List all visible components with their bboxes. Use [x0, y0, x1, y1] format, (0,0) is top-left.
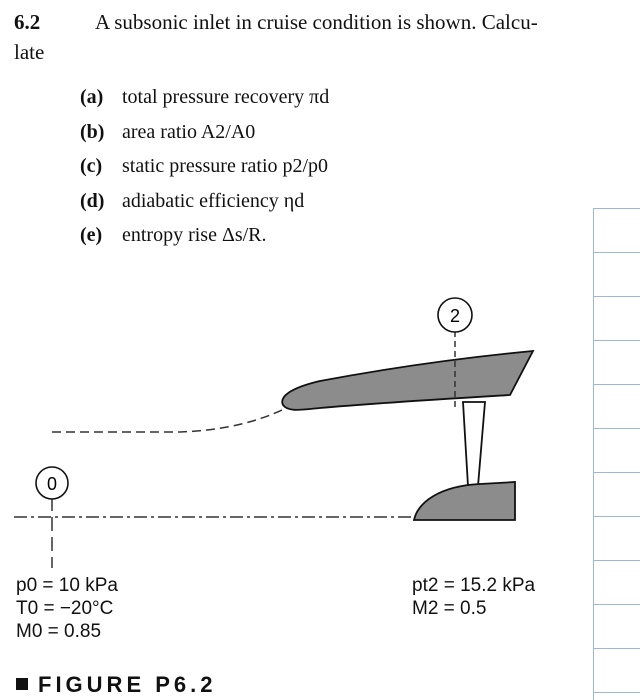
- part-text: entropy rise Δs/R.: [122, 224, 267, 246]
- figure-caption: [16, 672, 216, 698]
- pt2-value: pt2 = 15.2 kPa: [412, 575, 536, 596]
- m2-value: M2 = 0.5: [412, 598, 487, 619]
- freestream-conditions: [16, 574, 118, 643]
- part-label: (b): [80, 120, 105, 143]
- station-2-conditions: [412, 574, 535, 620]
- problem-statement-line2: late: [14, 40, 45, 64]
- t0-value: T0 = −20°C: [16, 598, 114, 619]
- part-text: adiabatic efficiency ηd: [122, 189, 305, 212]
- part-text: area ratio A2/A0: [122, 120, 256, 143]
- problem-statement-line1: A subsonic inlet in cruise condition is shown. Calcu-: [95, 10, 538, 34]
- part-text: static pressure ratio p2/p0: [122, 155, 329, 177]
- part-label: (d): [80, 189, 105, 212]
- figure-caption-text: FIGURE P6.2: [38, 672, 217, 697]
- p0-value: p0 = 10 kPa: [16, 575, 118, 596]
- inlet-cowl: [282, 351, 533, 410]
- station-0-label: 0: [46, 474, 58, 494]
- station-2-label: 2: [449, 306, 461, 326]
- caption-square-icon: [16, 678, 28, 690]
- problem-number: 6.2: [14, 10, 41, 34]
- part-label: (e): [80, 224, 103, 246]
- m0-value: M0 = 0.85: [16, 621, 102, 642]
- fan-blade: [463, 402, 485, 486]
- part-label: (c): [80, 155, 103, 177]
- capture-streamline: [52, 410, 282, 432]
- part-label: (a): [80, 86, 104, 108]
- part-text: total pressure recovery πd: [122, 86, 330, 108]
- spinner-hub: [414, 482, 515, 520]
